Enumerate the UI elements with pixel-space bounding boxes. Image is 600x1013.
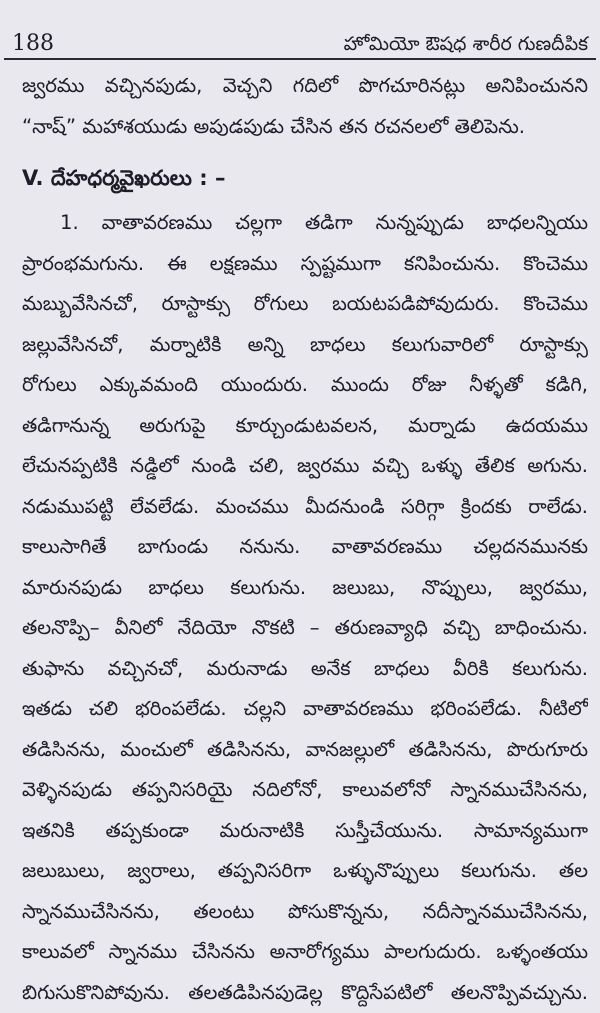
page-header xyxy=(4,2,596,60)
paragraph xyxy=(22,203,588,1013)
page-number: 188 xyxy=(12,32,54,56)
text-line: తడిగానున్న అరుగుపై కూర్చుండుటవలన, మర్నాడు ఉదయము xyxy=(22,406,588,447)
text-line: “నాష్” మహాశయుడు అపుడపుడు చేసిన తన రచనలలో తెలిపెను. xyxy=(22,107,588,148)
section-heading: V. దేహధర్మవైఖరులు : – xyxy=(22,147,588,203)
text-line: మారునపుడు బాధలు కలుగును. జలుబు, నొప్పులు, జ్వరము, xyxy=(22,568,588,609)
text-line: తలనొప్పి– వీనిలో నేదియో నొకటి – తరుణవ్యాధి వచ్చి బాధించును. xyxy=(22,608,588,649)
text-line: ఇతనికి తప్పకుండా మరునాటికి సుస్తీచేయును. సామాన్యముగా xyxy=(22,811,588,852)
text-line: జ్వరము వచ్చినపుడు, వెచ్చని గదిలో పొగచూరినట్లు అనిపించునని xyxy=(22,66,588,107)
text-line: రోగులు ఎక్కువమంది యుందురు. ముందు రోజు నీళ్ళతో కడిగి, xyxy=(22,365,588,406)
text-line: జలుబులు, జ్వరాలు, తప్పనిసరిగా ఒళ్ళునొప్పులు కలుగును. తల xyxy=(22,851,588,892)
text-line: తడిసినను, మంచులో తడిసినను, వానజల్లులో తడిసినను, పొరుగూరు xyxy=(22,730,588,771)
text-line: వెళ్ళినపుడు తప్పనిసరియై నదిలోనో, కాలువలోనో స్నానముచేసినను, xyxy=(22,770,588,811)
text-line: నడుముపట్టి లేవలేడు. మంచము మీదనుండి సరిగ్గా క్రిందకు రాలేడు. xyxy=(22,487,588,528)
text-line: తుఫాను వచ్చినచో, మరునాడు అనేక బాధలు వీరికి కలుగును. xyxy=(22,649,588,690)
text-line: మబ్బువేసినచో, రూస్టాక్సు రోగులు బయటపడిపోవుదురు. కొంచెము xyxy=(22,284,588,325)
text-line: 1. వాతావరణము చల్లగా తడిగా నున్నప్పుడు బాధలన్నియు xyxy=(22,203,588,244)
text-line: జల్లువేసినచో, మర్నాటికి అన్ని బాధలు కలుగువారిలో రూస్టాక్సు xyxy=(22,325,588,366)
text-line: బిగుసుకొనిపోవును. తలతడిపినపుడెల్ల కొద్దిసేపటిలో తలనొప్పివచ్చును. xyxy=(22,973,588,1013)
running-title: హోమియో ఔషధ శారీర గుణదీపిక xyxy=(344,32,588,56)
text-line: కాలువలో స్నానము చేసినను అనారోగ్యము పాలగుదురు. ఒళ్ళంతయు xyxy=(22,932,588,973)
header-rule xyxy=(4,58,596,60)
page-body xyxy=(22,66,588,1013)
text-line: ప్రారంభమగును. ఈ లక్షణము స్పష్టముగా కనిపించును. కొంచెము xyxy=(22,244,588,285)
text-line: స్నానముచేసినను, తలంటు పోసుకొన్నను, నదీస్నానముచేసినను, xyxy=(22,892,588,933)
text-line: ఇతడు చలి భరింపలేడు. చల్లని వాతావరణము భరింపలేడు. నీటిలో xyxy=(22,689,588,730)
text-line: కాలుసాగితే బాగుండు ననును. వాతావరణము చల్లదనమునకు xyxy=(22,527,588,568)
text-line: లేచునప్పటికి నడ్డిలో నుండి చలి, జ్వరము వచ్చి ఒళ్ళు తేలిక అగును. xyxy=(22,446,588,487)
paragraph xyxy=(22,66,588,147)
